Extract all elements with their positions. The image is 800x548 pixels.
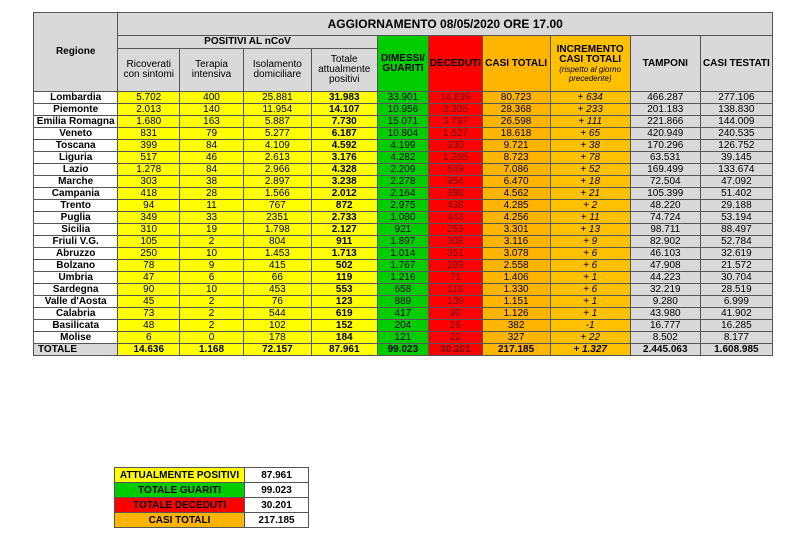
table-row [34, 104, 773, 116]
deceduti-cell: 30.201 [429, 344, 483, 356]
isolamento-cell: 5.277 [243, 128, 311, 140]
totale-positivi-cell: 2.012 [311, 188, 377, 200]
table-row [34, 176, 773, 188]
ricoverati-cell: 349 [118, 212, 180, 224]
dimessi-cell: 2.209 [377, 164, 428, 176]
deceduti-cell: 119 [429, 284, 483, 296]
deceduti-cell: 139 [429, 296, 483, 308]
casi-totali-cell: 26.598 [482, 116, 550, 128]
tamponi-cell: 105.399 [630, 188, 700, 200]
region-cell: Marche [34, 176, 118, 188]
dimessi-cell: 15.071 [377, 116, 428, 128]
table-row [34, 140, 773, 152]
totale-positivi-cell: 123 [311, 296, 377, 308]
incremento-cell: -1 [550, 320, 630, 332]
casi-totali-cell: 80.723 [482, 92, 550, 104]
casi-totali-cell: 1.330 [482, 284, 550, 296]
incremento-cell: + 1 [550, 296, 630, 308]
dimessi-cell: 2.975 [377, 200, 428, 212]
terapia-cell: 2 [180, 308, 244, 320]
terapia-cell: 46 [180, 152, 244, 164]
deceduti-cell: 90 [429, 308, 483, 320]
terapia-cell: 1.168 [180, 344, 244, 356]
positivi-header: POSITIVI AL nCoV [118, 36, 377, 49]
terapia-cell: 400 [180, 92, 244, 104]
totale-positivi-cell: 3.176 [311, 152, 377, 164]
casi-testati-cell: 144.009 [700, 116, 772, 128]
region-cell: Sicilia [34, 224, 118, 236]
casi-totali-cell: 7.086 [482, 164, 550, 176]
incremento-cell: + 21 [550, 188, 630, 200]
incremento-cell: + 13 [550, 224, 630, 236]
region-cell: Liguria [34, 152, 118, 164]
table-row [34, 248, 773, 260]
dimessi-cell: 4.199 [377, 140, 428, 152]
incremento-cell: + 6 [550, 248, 630, 260]
ricoverati-cell: 303 [118, 176, 180, 188]
incremento-label: INCREMENTO CASI TOTALI [556, 43, 624, 65]
tamponi-cell: 9.280 [630, 296, 700, 308]
table-row [34, 128, 773, 140]
tamponi-cell: 221.866 [630, 116, 700, 128]
tamponi-cell: 2.445.063 [630, 344, 700, 356]
tamponi-cell: 466.287 [630, 92, 700, 104]
casi-testati-cell: 240.535 [700, 128, 772, 140]
summary-label: ATTUALMENTE POSITIVI [115, 468, 245, 483]
totale-positivi-cell: 2.127 [311, 224, 377, 236]
ricoverati-header: Ricoverati con sintomi [118, 49, 180, 92]
deceduti-cell: 71 [429, 272, 483, 284]
tamponi-cell: 72.504 [630, 176, 700, 188]
casi-testati-cell: 277.106 [700, 92, 772, 104]
tamponi-cell: 46.103 [630, 248, 700, 260]
totale-positivi-cell: 4.592 [311, 140, 377, 152]
totale-positivi-cell: 4.328 [311, 164, 377, 176]
casi-testati-cell: 32.619 [700, 248, 772, 260]
summary-row [115, 513, 309, 528]
incremento-cell: + 111 [550, 116, 630, 128]
isolamento-cell: 415 [243, 260, 311, 272]
table-row [34, 152, 773, 164]
table-row [34, 92, 773, 104]
deceduti-cell: 930 [429, 140, 483, 152]
casi-testati-cell: 8.177 [700, 332, 772, 344]
ricoverati-cell: 94 [118, 200, 180, 212]
ricoverati-cell: 78 [118, 260, 180, 272]
totale-positivi-cell: 872 [311, 200, 377, 212]
deceduti-cell: 954 [429, 176, 483, 188]
ricoverati-cell: 14.636 [118, 344, 180, 356]
incremento-header [550, 36, 630, 92]
deceduti-cell: 351 [429, 248, 483, 260]
deceduti-cell: 3.305 [429, 104, 483, 116]
region-cell: Umbria [34, 272, 118, 284]
incremento-cell: + 9 [550, 236, 630, 248]
table-row [34, 260, 773, 272]
table-row [34, 332, 773, 344]
table-row [34, 296, 773, 308]
casi-testati-header: CASI TESTATI [700, 36, 772, 92]
casi-totali-cell: 28.368 [482, 104, 550, 116]
tamponi-cell: 201.183 [630, 104, 700, 116]
region-cell: Lazio [34, 164, 118, 176]
deceduti-header: DECEDUTI [429, 36, 483, 92]
dimessi-cell: 204 [377, 320, 428, 332]
casi-totali-cell: 327 [482, 332, 550, 344]
dimessi-cell: 10.956 [377, 104, 428, 116]
deceduti-cell: 14.839 [429, 92, 483, 104]
dimessi-cell: 921 [377, 224, 428, 236]
ricoverati-cell: 1.680 [118, 116, 180, 128]
region-cell: Friuli V.G. [34, 236, 118, 248]
terapia-cell: 0 [180, 332, 244, 344]
summary-value: 217.185 [245, 513, 309, 528]
isolamento-cell: 2.613 [243, 152, 311, 164]
incremento-cell: + 52 [550, 164, 630, 176]
dimessi-cell: 417 [377, 308, 428, 320]
isolamento-cell: 76 [243, 296, 311, 308]
incremento-cell: + 38 [550, 140, 630, 152]
totale-positivi-cell: 119 [311, 272, 377, 284]
tamponi-cell: 74.724 [630, 212, 700, 224]
dimessi-header: DIMESSI/ GUARITI [377, 36, 428, 92]
tamponi-cell: 44.223 [630, 272, 700, 284]
deceduti-cell: 443 [429, 212, 483, 224]
table-row [34, 236, 773, 248]
table-row [34, 224, 773, 236]
incremento-cell: + 233 [550, 104, 630, 116]
casi-testati-cell: 138.830 [700, 104, 772, 116]
summary-row [115, 483, 309, 498]
incremento-cell: + 6 [550, 260, 630, 272]
tamponi-cell: 16.777 [630, 320, 700, 332]
ricoverati-cell: 2.013 [118, 104, 180, 116]
casi-testati-cell: 53.194 [700, 212, 772, 224]
isolamento-cell: 178 [243, 332, 311, 344]
tamponi-cell: 47.908 [630, 260, 700, 272]
summary-row [115, 498, 309, 513]
totale-positivi-cell: 31.983 [311, 92, 377, 104]
totale-positivi-cell: 502 [311, 260, 377, 272]
casi-totali-cell: 217.185 [482, 344, 550, 356]
terapia-cell: 2 [180, 236, 244, 248]
ricoverati-cell: 831 [118, 128, 180, 140]
ricoverati-cell: 47 [118, 272, 180, 284]
dimessi-cell: 1.014 [377, 248, 428, 260]
region-cell: Calabria [34, 308, 118, 320]
isolamento-cell: 5.887 [243, 116, 311, 128]
incremento-cell: + 1.327 [550, 344, 630, 356]
ricoverati-cell: 517 [118, 152, 180, 164]
isolamento-cell: 11.954 [243, 104, 311, 116]
tamponi-cell: 169.499 [630, 164, 700, 176]
terapia-cell: 79 [180, 128, 244, 140]
ricoverati-cell: 250 [118, 248, 180, 260]
region-cell: Trento [34, 200, 118, 212]
incremento-cell: + 634 [550, 92, 630, 104]
dimessi-cell: 4.282 [377, 152, 428, 164]
summary-value: 87.961 [245, 468, 309, 483]
summary-value: 99.023 [245, 483, 309, 498]
totale-positivi-cell: 184 [311, 332, 377, 344]
table-row [34, 272, 773, 284]
region-cell: Bolzano [34, 260, 118, 272]
tamponi-cell: 63.531 [630, 152, 700, 164]
deceduti-cell: 26 [429, 320, 483, 332]
casi-totali-cell: 4.285 [482, 200, 550, 212]
deceduti-cell: 549 [429, 164, 483, 176]
summary-table [114, 467, 309, 528]
deceduti-cell: 438 [429, 200, 483, 212]
totale-positivi-cell: 3.238 [311, 176, 377, 188]
covid-region-table [33, 12, 773, 356]
terapia-cell: 28 [180, 188, 244, 200]
casi-totali-cell: 3.116 [482, 236, 550, 248]
tamponi-cell: 82.902 [630, 236, 700, 248]
terapia-cell: 19 [180, 224, 244, 236]
tamponi-cell: 32.219 [630, 284, 700, 296]
casi-totali-cell: 9.721 [482, 140, 550, 152]
table-row [34, 212, 773, 224]
casi-totali-cell: 382 [482, 320, 550, 332]
dimessi-cell: 121 [377, 332, 428, 344]
summary-label: TOTALE GUARITI [115, 483, 245, 498]
region-cell: Piemonte [34, 104, 118, 116]
region-cell: Sardegna [34, 284, 118, 296]
deceduti-cell: 253 [429, 224, 483, 236]
terapia-cell: 11 [180, 200, 244, 212]
terapia-cell: 2 [180, 320, 244, 332]
deceduti-cell: 289 [429, 260, 483, 272]
casi-testati-cell: 29.188 [700, 200, 772, 212]
terapia-cell: 10 [180, 284, 244, 296]
casi-testati-cell: 52.784 [700, 236, 772, 248]
isolamento-cell: 25.881 [243, 92, 311, 104]
incremento-cell: + 11 [550, 212, 630, 224]
isolamento-cell: 66 [243, 272, 311, 284]
casi-testati-cell: 133.674 [700, 164, 772, 176]
region-cell: Lombardia [34, 92, 118, 104]
dimessi-cell: 1.216 [377, 272, 428, 284]
ricoverati-cell: 5.702 [118, 92, 180, 104]
casi-testati-cell: 39.145 [700, 152, 772, 164]
terapia-cell: 9 [180, 260, 244, 272]
dimessi-cell: 10.804 [377, 128, 428, 140]
table-row [34, 284, 773, 296]
dimessi-cell: 2.278 [377, 176, 428, 188]
tamponi-cell: 420.949 [630, 128, 700, 140]
casi-totali-cell: 3.301 [482, 224, 550, 236]
ricoverati-cell: 6 [118, 332, 180, 344]
totale-positivi-cell: 911 [311, 236, 377, 248]
terapia-header: Terapia intensiva [180, 49, 244, 92]
totale-positivi-cell: 152 [311, 320, 377, 332]
summary-row [115, 468, 309, 483]
region-cell: Valle d'Aosta [34, 296, 118, 308]
dimessi-cell: 33.901 [377, 92, 428, 104]
table-row [34, 320, 773, 332]
table-row [34, 200, 773, 212]
isolamento-cell: 1.453 [243, 248, 311, 260]
isolamento-cell: 2.966 [243, 164, 311, 176]
isolamento-cell: 102 [243, 320, 311, 332]
casi-totali-header: CASI TOTALI [482, 36, 550, 92]
incremento-cell: + 6 [550, 284, 630, 296]
casi-testati-cell: 30.704 [700, 272, 772, 284]
casi-testati-cell: 47.092 [700, 176, 772, 188]
isolamento-cell: 453 [243, 284, 311, 296]
terapia-cell: 84 [180, 140, 244, 152]
dimessi-cell: 1.767 [377, 260, 428, 272]
dimessi-cell: 2.164 [377, 188, 428, 200]
table-row [34, 116, 773, 128]
isolamento-cell: 804 [243, 236, 311, 248]
incremento-cell: + 1 [550, 308, 630, 320]
casi-totali-cell: 1.126 [482, 308, 550, 320]
tamponi-cell: 43.980 [630, 308, 700, 320]
table-row [34, 188, 773, 200]
dimessi-cell: 99.023 [377, 344, 428, 356]
deceduti-cell: 308 [429, 236, 483, 248]
totale-positivi-cell: 87.961 [311, 344, 377, 356]
totale-positivi-cell: 14.107 [311, 104, 377, 116]
ricoverati-cell: 1.278 [118, 164, 180, 176]
ricoverati-cell: 310 [118, 224, 180, 236]
update-title: AGGIORNAMENTO 08/05/2020 ORE 17.00 [118, 13, 773, 36]
region-header: Regione [34, 13, 118, 92]
isolamento-cell: 2.897 [243, 176, 311, 188]
dimessi-cell: 889 [377, 296, 428, 308]
totale-positivi-cell: 1.713 [311, 248, 377, 260]
casi-totali-cell: 4.562 [482, 188, 550, 200]
terapia-cell: 163 [180, 116, 244, 128]
ricoverati-cell: 90 [118, 284, 180, 296]
ricoverati-cell: 399 [118, 140, 180, 152]
deceduti-cell: 386 [429, 188, 483, 200]
casi-testati-cell: 21.572 [700, 260, 772, 272]
isolamento-cell: 767 [243, 200, 311, 212]
casi-totali-cell: 1.151 [482, 296, 550, 308]
totale-positivi-cell: 553 [311, 284, 377, 296]
incremento-cell: + 65 [550, 128, 630, 140]
terapia-cell: 140 [180, 104, 244, 116]
isolamento-cell: 544 [243, 308, 311, 320]
casi-totali-cell: 4.256 [482, 212, 550, 224]
totale-positivi-cell: 7.730 [311, 116, 377, 128]
tamponi-cell: 98.711 [630, 224, 700, 236]
terapia-cell: 33 [180, 212, 244, 224]
ricoverati-cell: 73 [118, 308, 180, 320]
tamponi-header: TAMPONI [630, 36, 700, 92]
dimessi-cell: 658 [377, 284, 428, 296]
totale-positivi-cell: 619 [311, 308, 377, 320]
isolamento-cell: 2351 [243, 212, 311, 224]
casi-testati-cell: 1.608.985 [700, 344, 772, 356]
totale-positivi-cell: 6.187 [311, 128, 377, 140]
terapia-cell: 84 [180, 164, 244, 176]
incremento-note: (rispetto al giorno precedente) [559, 64, 622, 83]
terapia-cell: 38 [180, 176, 244, 188]
region-cell: TOTALE [34, 344, 118, 356]
dimessi-cell: 1.897 [377, 236, 428, 248]
deceduti-cell: 1.627 [429, 128, 483, 140]
incremento-cell: + 18 [550, 176, 630, 188]
totale-positivi-cell: 2.733 [311, 212, 377, 224]
casi-totali-cell: 18.618 [482, 128, 550, 140]
region-cell: Campania [34, 188, 118, 200]
ricoverati-cell: 105 [118, 236, 180, 248]
incremento-cell: + 78 [550, 152, 630, 164]
region-cell: Puglia [34, 212, 118, 224]
deceduti-cell: 1.265 [429, 152, 483, 164]
isolamento-cell: 1.566 [243, 188, 311, 200]
region-cell: Toscana [34, 140, 118, 152]
incremento-cell: + 1 [550, 272, 630, 284]
deceduti-cell: 3.797 [429, 116, 483, 128]
incremento-cell: + 22 [550, 332, 630, 344]
incremento-cell: + 2 [550, 200, 630, 212]
tamponi-cell: 170.296 [630, 140, 700, 152]
tamponi-cell: 48.220 [630, 200, 700, 212]
casi-totali-cell: 8.723 [482, 152, 550, 164]
casi-testati-cell: 126.752 [700, 140, 772, 152]
dimessi-cell: 1.080 [377, 212, 428, 224]
terapia-cell: 6 [180, 272, 244, 284]
ricoverati-cell: 418 [118, 188, 180, 200]
terapia-cell: 10 [180, 248, 244, 260]
region-cell: Emilia Romagna [34, 116, 118, 128]
summary-label: CASI TOTALI [115, 513, 245, 528]
isolamento-cell: 1.798 [243, 224, 311, 236]
total-row [34, 344, 773, 356]
isolamento-cell: 4.109 [243, 140, 311, 152]
casi-totali-cell: 2.558 [482, 260, 550, 272]
region-cell: Molise [34, 332, 118, 344]
summary-value: 30.201 [245, 498, 309, 513]
casi-totali-cell: 1.406 [482, 272, 550, 284]
table-row [34, 308, 773, 320]
ricoverati-cell: 48 [118, 320, 180, 332]
casi-testati-cell: 51.402 [700, 188, 772, 200]
totale-positivi-header: Totale attualmente positivi [311, 49, 377, 92]
casi-testati-cell: 6.999 [700, 296, 772, 308]
tamponi-cell: 8.502 [630, 332, 700, 344]
summary-label: TOTALE DECEDUTI [115, 498, 245, 513]
casi-totali-cell: 3.078 [482, 248, 550, 260]
region-cell: Abruzzo [34, 248, 118, 260]
casi-testati-cell: 41.902 [700, 308, 772, 320]
casi-testati-cell: 16.285 [700, 320, 772, 332]
table-row [34, 164, 773, 176]
isolamento-cell: 72.157 [243, 344, 311, 356]
deceduti-cell: 22 [429, 332, 483, 344]
casi-testati-cell: 88.497 [700, 224, 772, 236]
isolamento-header: Isolamento domiciliare [243, 49, 311, 92]
casi-testati-cell: 28.519 [700, 284, 772, 296]
region-cell: Basilicata [34, 320, 118, 332]
terapia-cell: 2 [180, 296, 244, 308]
casi-totali-cell: 6.470 [482, 176, 550, 188]
ricoverati-cell: 45 [118, 296, 180, 308]
region-cell: Veneto [34, 128, 118, 140]
